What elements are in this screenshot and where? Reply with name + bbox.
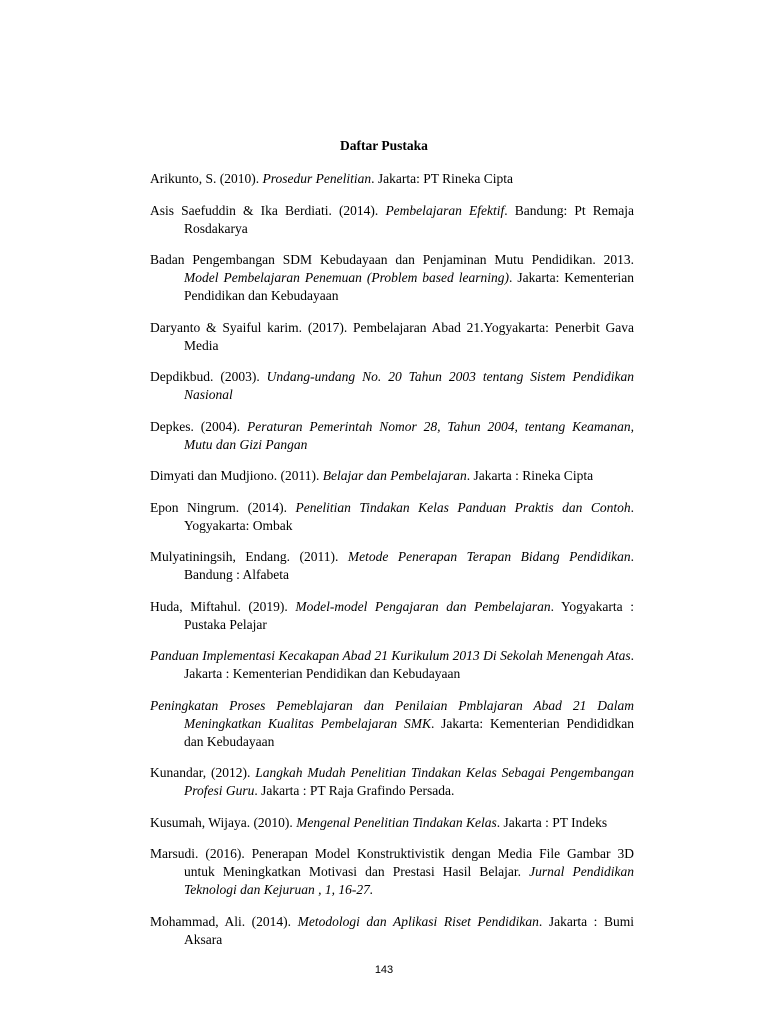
reference-text: Badan Pengembangan SDM Kebudayaan dan Penjaminan Mutu Pendidikan. 2013. (150, 252, 634, 267)
reference-text: Marsudi. (2016). Penerapan Model Konstruktivistik dengan Media File Gambar 3D untuk Meningkatkan Motivasi dan Prestasi Hasil Belajar. (150, 846, 634, 879)
reference-title: Prosedur Penelitian (262, 171, 372, 186)
reference-publisher: . Yogyakarta: Ombak (184, 499, 634, 533)
page-title: Daftar Pustaka (340, 138, 428, 153)
reference-text: Daryanto & Syaiful karim. (2017). Pembelajaran Abad 21.Yogyakarta: Penerbit Gava Media (150, 319, 634, 353)
reference-item (150, 913, 634, 949)
reference-text: Kunandar, (2012). (150, 765, 256, 780)
reference-item (150, 697, 634, 751)
reference-publisher: . Jakarta: Kementerian Pendididkan dan Kebudayaan (184, 715, 634, 749)
reference-title: Model Pembelajaran Penemuan (Problem based learning) (184, 270, 509, 285)
reference-item (150, 499, 634, 535)
reference-item (150, 170, 634, 188)
reference-publisher: . Jakarta : Kementerian Pendidikan dan Kebudayaan (184, 648, 634, 681)
reference-text: Depkes. (2004). (150, 418, 247, 434)
reference-text: Mohammad, Ali. (2014). (150, 914, 298, 929)
reference-text: Asis Saefuddin & Ika Berdiati. (2014). (150, 202, 386, 218)
reference-list (150, 170, 634, 960)
reference-item (150, 467, 634, 485)
reference-publisher: . Jakarta: Kementerian Pendidikan dan Kebudayaan (184, 270, 634, 303)
reference-item (150, 764, 634, 800)
reference-text: Kusumah, Wijaya. (2010). (150, 814, 297, 830)
reference-title: Jurnal Pendidikan Teknologi dan Kejuruan , 1, 16-27. (184, 864, 635, 897)
reference-publisher: . Yogyakarta : Pustaka Pelajar (184, 598, 634, 632)
reference-item (150, 251, 634, 305)
reference-item (150, 647, 634, 683)
reference-item (150, 368, 634, 404)
reference-item (150, 845, 634, 899)
reference-title: Pembelajaran Efektif (385, 202, 505, 218)
reference-text: Mulyatiningsih, Endang. (2011). (150, 549, 348, 564)
reference-publisher: . Jakarta : Bumi Aksara (184, 914, 635, 947)
reference-title: Peningkatan Proses Pemeblajaran dan Penilaian Pmblajaran Abad 21 Dalam Meningkatkan Kualitas Pembelajaran SMK (150, 697, 634, 731)
reference-title: Langkah Mudah Penelitian Tindakan Kelas Sebagai Pengembangan Profesi Guru (184, 765, 634, 798)
reference-title: Penelitian Tindakan Kelas Panduan Praktis dan Contoh (295, 499, 631, 515)
reference-text: Arikunto, S. (2010). (150, 171, 263, 186)
reference-title: Mengenal Penelitian Tindakan Kelas (296, 814, 497, 830)
reference-title: Metode Penerapan Terapan Bidang Pendidikan (347, 549, 631, 564)
reference-item (150, 814, 634, 832)
reference-publisher: . Jakarta : PT Raja Grafindo Persada. (254, 783, 455, 798)
reference-title: Undang-undang No. 20 Tahun 2003 tentang Sistem Pendidikan Nasional (184, 369, 634, 402)
reference-title: Panduan Implementasi Kecakapan Abad 21 Kurikulum 2013 Di Sekolah Menengah Atas (150, 648, 631, 663)
reference-publisher: . Bandung : Alfabeta (184, 549, 634, 582)
reference-publisher: . Jakarta: PT Rineka Cipta (371, 171, 513, 186)
reference-item (150, 202, 634, 238)
reference-publisher: . Jakarta : PT Indeks (496, 814, 608, 830)
reference-item (150, 548, 634, 584)
reference-title: Metodologi dan Aplikasi Riset Pendidikan (297, 914, 539, 929)
reference-text: Depdikbud. (2003). (150, 369, 267, 384)
reference-item (150, 319, 634, 355)
reference-item (150, 418, 634, 454)
reference-item (150, 598, 634, 634)
reference-text: Huda, Miftahul. (2019). (150, 598, 296, 614)
reference-title: Peraturan Pemerintah Nomor 28, Tahun 2004, tentang Keamanan, Mutu dan Gizi Pangan (184, 418, 634, 452)
reference-publisher: . Bandung: Pt Remaja Rosdakarya (184, 202, 635, 236)
reference-text: Epon Ningrum. (2014). (150, 499, 296, 515)
reference-title: Model-model Pengajaran dan Pembelajaran (295, 598, 551, 614)
page-number: 143 (374, 964, 394, 976)
reference-title: Belajar dan Pembelajaran (322, 468, 467, 483)
reference-publisher: . Jakarta : Rineka Cipta (466, 468, 594, 483)
reference-text: Dimyati dan Mudjiono. (2011). (150, 468, 323, 483)
